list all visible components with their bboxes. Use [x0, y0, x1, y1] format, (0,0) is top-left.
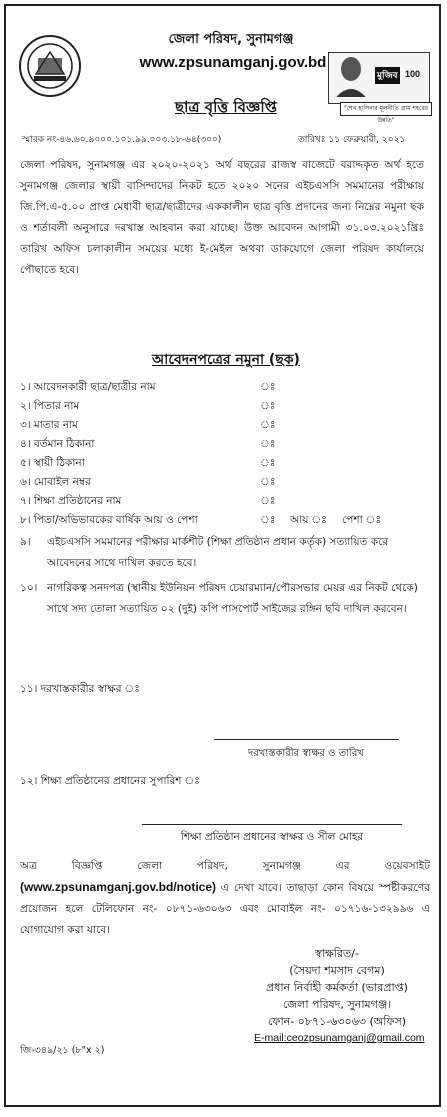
zila-parishad-seal-icon — [18, 34, 82, 98]
field-colon: ঃ — [260, 476, 276, 488]
field-row — [20, 454, 430, 473]
field-label: ৬। মোবাইল নম্বর — [20, 476, 91, 488]
field-colon: ঃ — [260, 514, 276, 526]
field-row — [20, 492, 430, 511]
footer-text — [20, 856, 430, 941]
head-signature-label: শিক্ষা প্রতিষ্ঠান প্রধানের স্বাক্ষর ও সীল মোহর — [180, 831, 364, 843]
mujib-100: 100 — [405, 69, 421, 79]
field-colon: ঃ — [260, 419, 276, 431]
field-row — [20, 416, 430, 435]
field-label: ৩। মাতার নাম — [20, 419, 78, 431]
field-label: ৫। স্থায়ী ঠিকানা — [20, 457, 85, 469]
income-label: আয় ঃ — [290, 514, 327, 526]
field-row — [20, 397, 430, 416]
signed-text: স্বাক্ষরিত/- — [315, 947, 359, 960]
field-row — [20, 435, 430, 454]
office-phone: ফোন- ০৮৭১-৬৩০৬৩ (অফিস) — [267, 1015, 407, 1028]
email-link[interactable]: E-mail:ceozpsunamganj@gmail.com — [254, 1032, 425, 1044]
notice-title: ছাত্র বৃত্তি বিজ্ঞপ্তি — [175, 98, 277, 116]
field-colon: ঃ — [260, 400, 276, 412]
field-row — [20, 473, 430, 492]
website-link[interactable]: (www.zpsunamganj.gov.bd/notice) — [20, 880, 217, 894]
signature-block — [242, 945, 432, 1030]
header-website: www.zpsunamganj.gov.bd — [139, 54, 327, 71]
field-colon: ঃ — [260, 457, 276, 469]
field-label: ১। আবেদনকারী ছাত্র/ছাত্রীর নাম — [20, 381, 156, 393]
officer-name: (সৈয়দা শমসাদ বেগম) — [289, 964, 385, 977]
applicant-signature-field: ১১। দরখাস্তকারীর স্বাক্ষর ঃ — [20, 683, 140, 695]
signature-line — [142, 824, 402, 825]
banner-caption: "শেখ হাসিনার মূলনীতি গ্রাম শহরের উন্নতি" — [340, 102, 432, 116]
field-row-income — [20, 511, 430, 530]
note-text: এইচএসসি সমমানের পরীক্ষার মার্কশীট (শিক্ষা প্রতিষ্ঠান প্রধান কর্তৃক) সত্যায়িত করে আবেদনের সাথে দাখিল করতে হবে। — [47, 536, 389, 569]
mujib-banner — [328, 52, 430, 104]
applicant-signature-label: দরখাস্তকারীর স্বাক্ষর ও তারিখ — [248, 748, 364, 759]
mujib-badge: মুজিব — [375, 67, 400, 84]
form-fields — [20, 378, 430, 530]
profession-label: পেশা ঃ — [342, 514, 381, 526]
office-name: জেলা পরিষদ, সুনামগঞ্জ। — [282, 998, 392, 1011]
field-label: ২। পিতার নাম — [20, 400, 80, 412]
portrait-icon — [329, 53, 371, 97]
field-colon: ঃ — [260, 495, 276, 507]
officer-designation: প্রধান নির্বাহী কর্মকর্তা (ভারপ্রাপ্ত) — [266, 981, 408, 994]
header-title: জেলা পরিষদ, সুনামগঞ্জ — [168, 32, 294, 47]
form-title: আবেদনপত্রের নমুনা (ছক) — [152, 352, 300, 368]
notice-body: জেলা পরিষদ, সুনামগঞ্জ এর ২০২০-২০২১ অর্থ বছরের রাজস্ব বাজেটে বরাদ্দকৃত অর্থ হতে সুনামগঞ্জ জেলার স্থায়ী বাসিন্দাদের নিকট হতে ২০২০ সনের এইচএসসি সমমানের পরীক্ষায় জি.পি.এ-৫.০০ প্রাপ্ত মেধাবী ছাত্র/ছাত্রীদের এককালীন ছাত্র বৃত্তি প্রদানের জন্য নিম্নের নমুনা ছক ও শর্তাবলী অনুসারে দরখাস্ত আহবান করা যাচ্ছে। উক্ত আবেদন আগামী ৩১.০৩.২০২১খ্রিঃ তারিখ অফিস চলাকালীন সময়ের মধ্যে ই-মেইল অথবা ডাকযোগে জেলা পরিষদ কার্যালয়ে পৌছাতে হবে। — [20, 159, 424, 276]
field-label: ৪। বর্তমান ঠিকানা — [20, 438, 95, 450]
note-10 — [20, 578, 430, 620]
field-label: ৮। পিতা/অভিভাবকের বার্ষিক আয় ও পেশা — [20, 514, 198, 526]
field-colon: ঃ — [260, 381, 276, 393]
memo-number: স্মারক নং-৪৬.৬০.৯০০০.১০১.৯৯.০০৩.১৮-৬৪(৩০০) — [22, 135, 222, 145]
field-colon: ঃ — [260, 438, 276, 450]
head-recommendation-field: ১২। শিক্ষা প্রতিষ্ঠানের প্রধানের সুপারিশ ঃ — [20, 775, 200, 787]
signature-line — [214, 739, 399, 740]
notice-page — [4, 4, 441, 1107]
footer-text-before: অত্র বিজ্ঞপ্তি জেলা পরিষদ, সুনামগঞ্জ এর ওয়েবসাইট — [20, 860, 430, 872]
notice-date: তারিখঃ ১১ ফেব্রুয়ারী, ২০২১ — [298, 135, 406, 145]
field-row — [20, 378, 430, 397]
footer-text-after: এ দেখা যাবে। তাছাড়া কোন বিষয়ে স্পষ্টীকরণের প্রয়োজন হলে টেলিফোন নং- ০৮৭১-৬৩০৬৩ এবং মোবাইল নং- ০১৭১৬-১৩২৯৯৬ এ যোগাযোগ করা যাবে। — [20, 882, 430, 936]
note-number: ৯। — [20, 536, 31, 548]
field-label: ৭। শিক্ষা প্রতিষ্ঠানের নাম — [20, 495, 122, 507]
ad-code: জি-৩৪৯/২১ (৮"x ২) — [20, 1045, 105, 1056]
note-9 — [20, 532, 430, 574]
note-number: ১০। — [20, 582, 38, 594]
note-text: নাগরিকত্ব সনদপত্র (স্থানীয় ইউনিয়ন পরিষদ চেয়ারম্যান/পৌরসভার মেয়র এর নিকট থেকে) সাথে সদ্য তোলা সত্যায়িত ০২ (দুই) কপি পাসপোর্ট সাইজের রঙ্গিন ছবি দাখিল করবেন। — [47, 582, 418, 615]
